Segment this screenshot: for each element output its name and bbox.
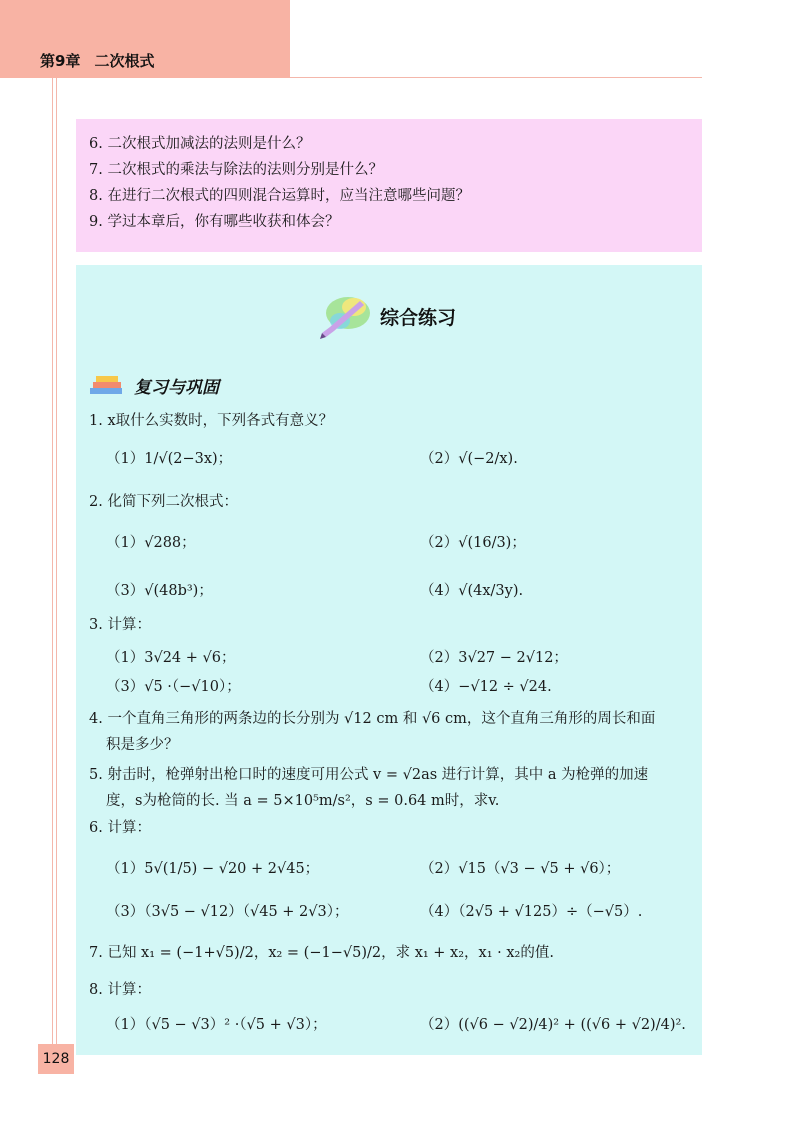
chapter-header <box>0 0 290 78</box>
review-questions-box <box>76 119 702 252</box>
margin-line <box>52 78 53 1046</box>
question-8: 8. 计算： <box>89 982 151 998</box>
question-5: 5. 射击时，枪弹射出枪口时的速度可用公式 v = √2as 进行计算，其中 a 为枪弹的加速 <box>89 767 649 783</box>
question-1-item: （1）1/√(2−3x)； <box>106 451 233 467</box>
review-question: 8. 在进行二次根式的四则混合运算时，应当注意哪些问题？ <box>89 188 470 204</box>
question-6-item: （3）（3√5 − √12）（√45 + 2√3）； <box>106 904 349 920</box>
question-3-item: （3）√5 ·（−√10）； <box>106 679 241 695</box>
chapter-heading <box>40 50 168 71</box>
review-question: 6. 二次根式加减法的法则是什么？ <box>89 136 311 152</box>
question-3-item: （4）−√12 ÷ √24. <box>420 679 552 695</box>
question-6-item: （4）（2√5 + √125）÷（−√5）. <box>420 904 643 920</box>
question-5-continued: 度，s为枪筒的长. 当 a = 5×10⁵m/s²，s = 0.64 m时，求v. <box>106 793 500 809</box>
pencil-brush-icon <box>314 291 374 341</box>
section-title-text: 综合练习 <box>380 307 457 329</box>
question-3-item: （2）3√27 − 2√12； <box>420 650 568 666</box>
question-3-item: （1）3√24 + √6； <box>106 650 236 666</box>
header-rule <box>290 77 702 78</box>
books-icon <box>86 373 128 397</box>
page-number: 128 <box>38 1044 74 1074</box>
review-question: 7. 二次根式的乘法与除法的法则分别是什么？ <box>89 162 383 178</box>
question-8-item: （1）（√5 − √3）² ·（√5 + √3）； <box>106 1017 327 1033</box>
question-6-item: （2）√15（√3 − √5 + √6）； <box>420 861 621 877</box>
review-question: 9. 学过本章后，你有哪些收获和体会？ <box>89 214 340 230</box>
subsection-title-text: 复习与巩固 <box>134 378 219 398</box>
question-4: 4. 一个直角三角形的两条边的长分别为 √12 cm 和 √6 cm，这个直角三角形的周长和面 <box>89 711 656 727</box>
chapter-number: 第9章 <box>40 52 81 70</box>
question-3: 3. 计算： <box>89 617 151 633</box>
question-1: 1. x取什么实数时，下列各式有意义？ <box>89 413 334 429</box>
question-2-item: （2）√(16/3)； <box>420 535 526 551</box>
exercise-section <box>76 265 702 1055</box>
margin-line <box>56 78 57 1046</box>
question-7: 7. 已知 x₁ = (−1+√5)/2，x₂ = (−1−√5)/2，求 x₁ + x₂，x₁ · x₂的值. <box>89 945 554 961</box>
chapter-title: 二次根式 <box>94 52 155 70</box>
question-2-item: （1）√288； <box>106 535 196 551</box>
question-8-item: （2）((√6 − √2)/4)² + ((√6 + √2)/4)². <box>420 1017 686 1033</box>
question-6: 6. 计算： <box>89 820 151 836</box>
question-6-item: （1）5√(1/5) − √20 + 2√45； <box>106 861 320 877</box>
section-title <box>314 291 514 337</box>
question-1-item: （2）√(−2/x). <box>420 451 518 467</box>
question-2-item: （4）√(4x/3y). <box>420 583 524 599</box>
question-4-continued: 积是多少？ <box>106 737 179 753</box>
subsection-title <box>86 373 286 399</box>
question-2-item: （3）√(48b³)； <box>106 583 213 599</box>
question-2: 2. 化简下列二次根式： <box>89 494 238 510</box>
